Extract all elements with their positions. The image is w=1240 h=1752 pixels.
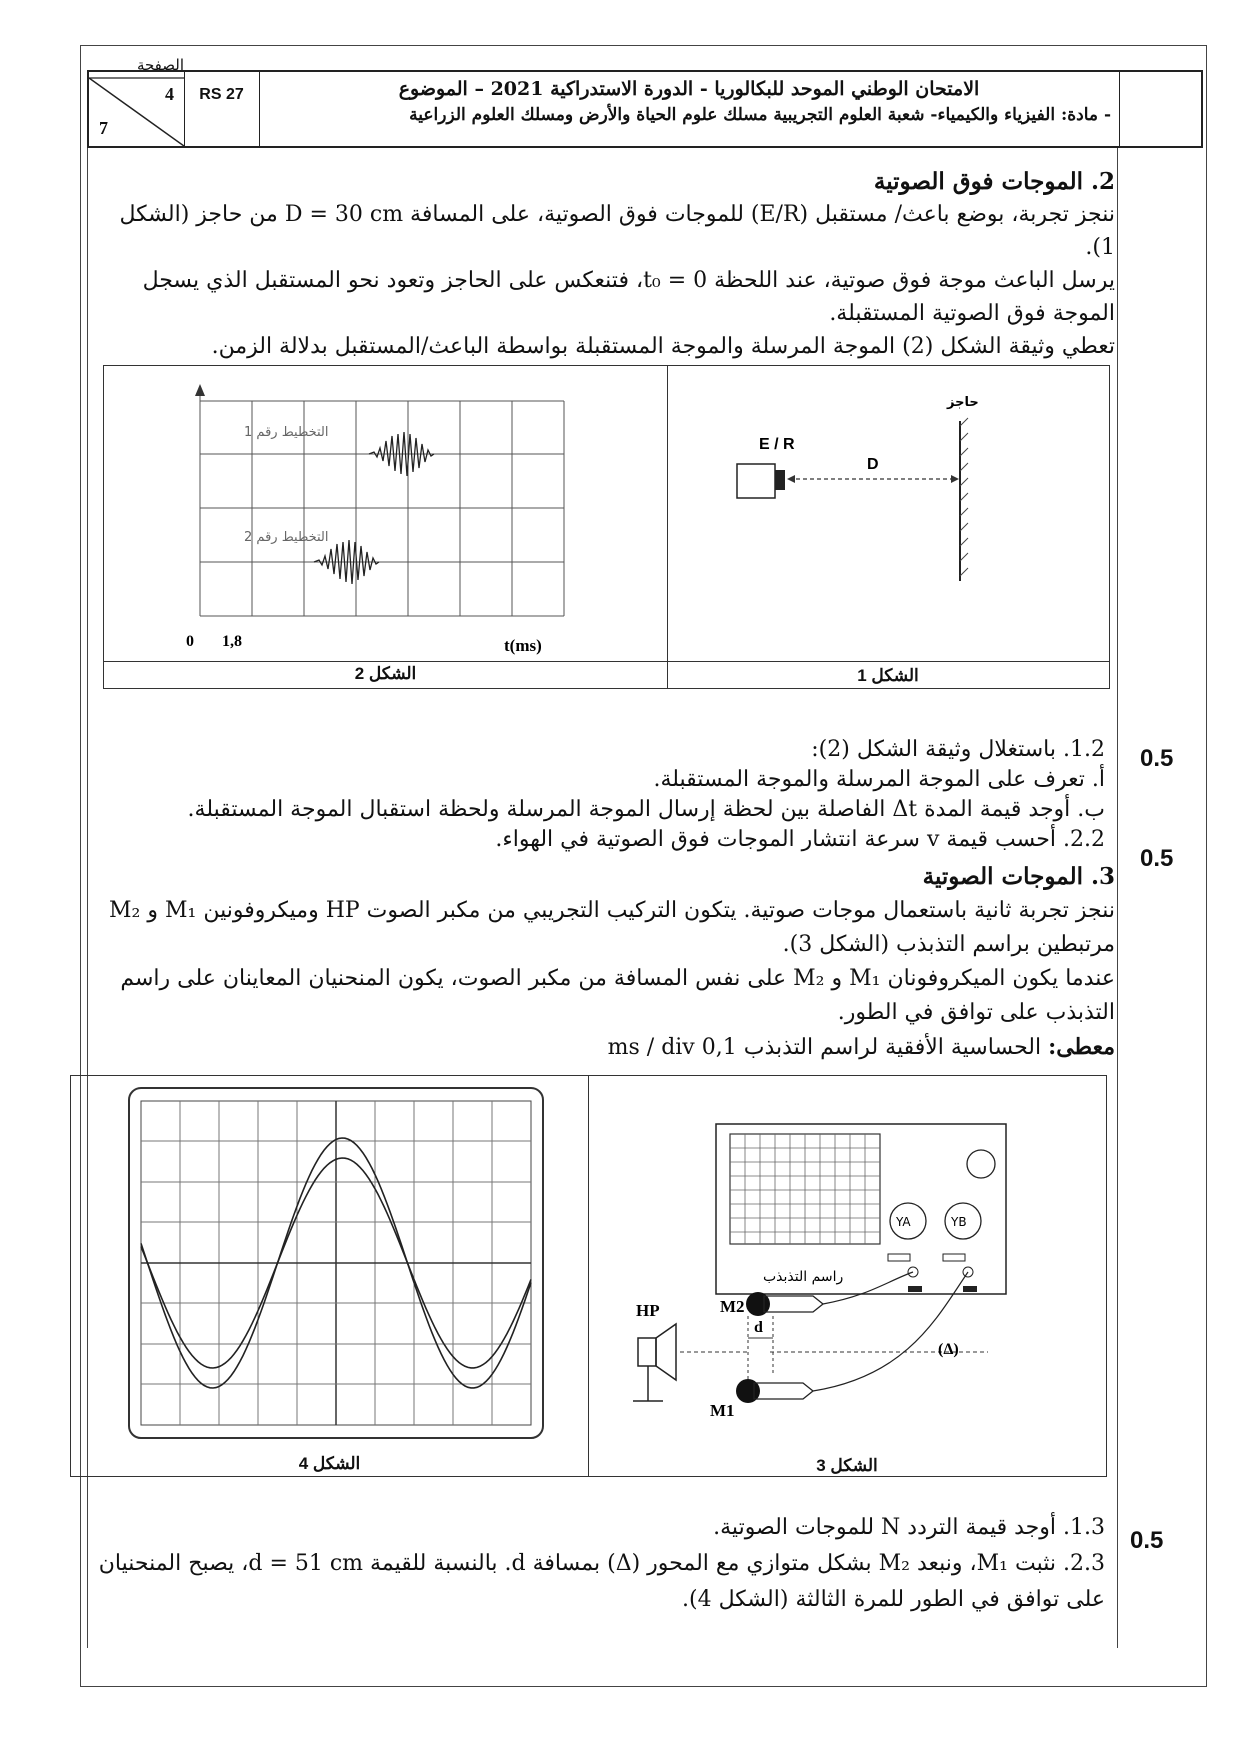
figure4-caption: الشكل 4 [298,1454,361,1473]
exam-subject: - مادة: الفيزياء والكيمياء- شعبة العلوم التجريبية مسلك علوم الحياة والأرض ومسلك العلوم الزراعية [409,105,1111,125]
page-label: الصفحة [136,56,184,74]
figure2-caption: الشكل 2 [354,664,417,683]
speaker-box [638,1338,656,1366]
oscilloscope-body [716,1124,1006,1294]
exam-code: RS 27 [199,86,244,103]
grade-q13-q23: 0.5 [1130,1527,1164,1554]
given-text: الحساسية الأفقية لراسم التذبذب 0,1 ms / div [607,1035,1042,1060]
oscilloscope-screen [730,1134,880,1244]
hp-label: HP [636,1301,660,1320]
exam-title: الامتحان الوطني الموحد للبكالوريا - الدورة الاستدراكية 2021 – الموضوع [398,78,980,100]
figure1-caption: الشكل 1 [857,666,919,685]
ya-label: YA [896,1215,911,1229]
section3-heading: 3. الموجات الصوتية [922,863,1115,890]
delta-label: (Δ) [938,1341,959,1358]
grade-column-line [1117,148,1118,1648]
question-1-2-a: أ. تعرف على الموجة المرسلة والموجة المستقبلة. [653,767,1105,792]
time-axis-label: t(ms) [504,636,542,655]
power-knob [967,1150,995,1178]
grade-q12: 0.5 [1140,745,1174,772]
er-label: E / R [759,436,795,453]
emitter-receiver-head [775,470,785,490]
page-number-cell [89,56,185,146]
figure1-diagram [667,366,1109,661]
questions-b-block [75,1510,1105,1618]
cable-m1 [813,1272,968,1391]
trace-2-label: التخطيط رقم 2 [244,530,329,545]
figure3-diagram [588,1076,1106,1456]
code-cell [184,72,260,146]
figures-1-2-box [103,365,1110,689]
question-1-2-b: ب. أوجد قيمة المدة Δt الفاصلة بين لحظة إرسال الموجة المرسلة ولحظة استقبال الموجة المستقبلة. [187,797,1105,822]
tick-label: 1,8 [222,633,242,650]
scope-grid [141,1101,531,1425]
emitter-receiver-box [737,464,775,498]
section2-paragraph-1: ننجز تجربة، بوضع باعث/ مستقبل (E/R) للموجات فوق الصوتية، على المسافة D = 30 cm من حاجز (الشكل 1). [119,202,1115,260]
section2-paragraph-3: تعطي وثيقة الشكل (2) الموجة المرسلة والموجة المستقبلة بواسطة الباعث/المستقبل بدلالة الزمن. [211,334,1115,359]
question-2-2: 2.2. أحسب قيمة v سرعة انتشار الموجات فوق الصوتية في الهواء. [495,827,1105,852]
d-label: d [754,1319,763,1336]
m2-label: M2 [720,1297,745,1316]
figures-3-4-box [70,1075,1107,1477]
page-number: 4 [165,84,174,104]
figure3-caption: الشكل 3 [816,1456,878,1475]
title-cell [259,72,1120,146]
question-1-3: 1.3. أوجد قيمة التردد N للموجات الصوتية. [713,1515,1105,1540]
section2-paragraph-2: يرسل الباعث موجة فوق صوتية، عند اللحظة t₀ = 0، فتنعكس على الحاجز وتعود نحو المستقبل الذي يسجل الموجة فوق الصوتية المستقبلة. [142,268,1115,326]
figure2-diagram [104,366,667,661]
trace-1-label: التخطيط رقم 1 [244,425,329,440]
page-total: 7 [99,118,108,138]
exam-header [87,56,1203,148]
section2-heading: 2. الموجات فوق الصوتية [873,168,1115,195]
section2-block [95,165,1115,363]
section3-paragraph-2: عندما يكون الميكروفونان M₁ و M₂ على نفس المسافة من مكبر الصوت، يكون المنحنيان المعاينان على راسم التذبذب على توافق في الطور. [120,966,1115,1025]
m1-label: M1 [710,1401,735,1420]
wall-label: حاجز [947,395,979,410]
question-2-3: 2.3. نثبت M₁، ونبعد M₂ بشكل متوازي مع المحور (Δ) بمسافة d. بالنسبة للقيمة d = 51 cm، يصبح المنحنيان على توافق في الطور للمرة الثالثة (الشكل 4). [98,1551,1105,1612]
questions-a-block [95,735,1105,855]
caption-row-line [104,661,1109,662]
section3-paragraph-1: ننجز تجربة ثانية باستعمال موجات صوتية. يتكون التركيب التجريبي من مكبر الصوت HP وميكروفونين M₁ و M₂ مرتبطين براسم التذبذب (الشكل 3). [109,898,1115,957]
grade-q22: 0.5 [1140,845,1174,872]
origin-label: 0 [186,633,194,650]
question-1-2: 1.2. باستغلال وثيقة الشكل (2): [811,737,1105,762]
figure4-diagram [71,1076,588,1456]
given-label: معطى: [1048,1034,1115,1060]
yb-label: YB [951,1215,967,1229]
distance-label: D [867,456,879,473]
section3-block [95,860,1115,1065]
oscilloscope-label: راسم التذبذب [763,1269,844,1285]
speaker-cone [656,1324,676,1380]
